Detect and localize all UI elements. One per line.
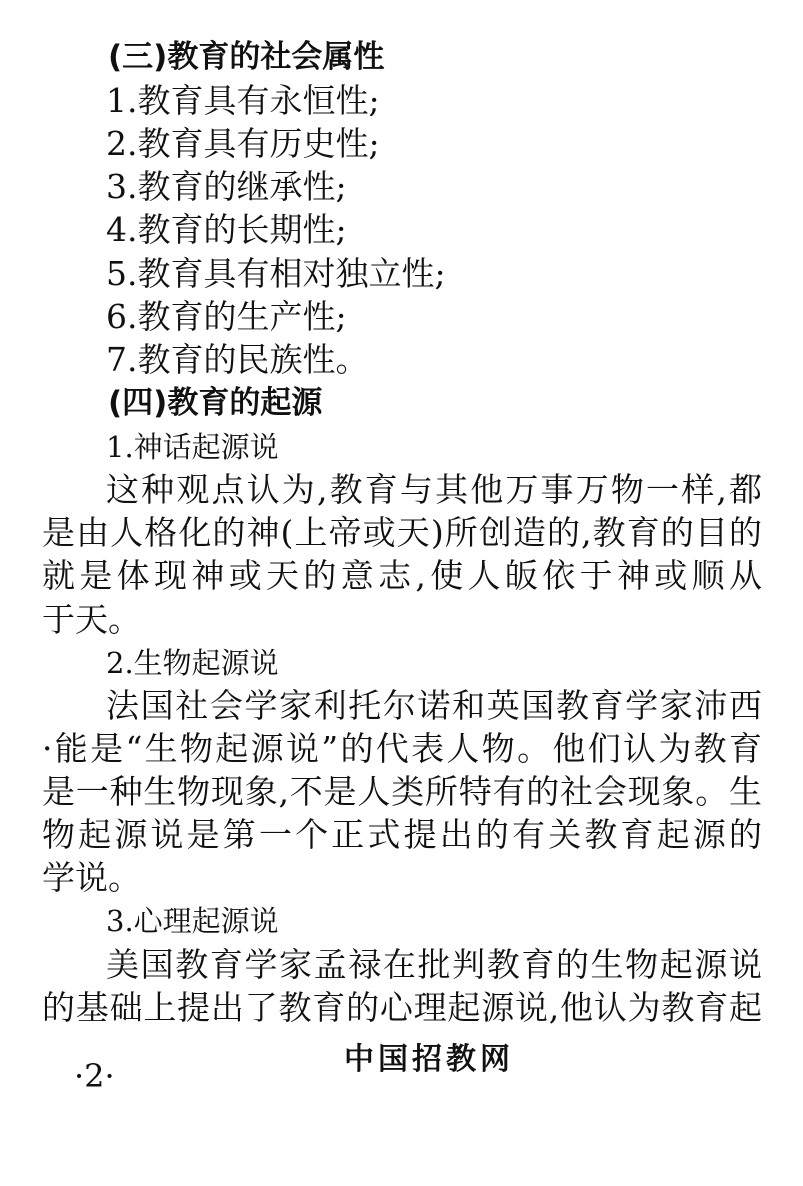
- page-number: ·2·: [74, 1057, 115, 1095]
- subsection-title-myth-origin: 1.神话起源说: [106, 430, 279, 464]
- list-item: 2.教育具有历史性;: [106, 124, 380, 163]
- list-item: 3.教育的继承性;: [106, 167, 347, 206]
- paragraph-line: 于天。: [42, 600, 141, 639]
- subsection-title-psychological-origin: 3.心理起源说: [106, 904, 279, 938]
- section-heading-social-attributes: (三)教育的社会属性: [108, 39, 385, 75]
- paragraph-line: 的基础上提出了教育的心理起源说,他认为教育起: [42, 988, 762, 1027]
- list-item: 7.教育的民族性。: [106, 340, 369, 379]
- list-item: 1.教育具有永恒性;: [106, 81, 380, 120]
- list-item: 5.教育具有相对独立性;: [106, 254, 446, 293]
- subsection-title-biological-origin: 2.生物起源说: [106, 646, 279, 680]
- section-heading-education-origin: (四)教育的起源: [108, 385, 323, 421]
- paragraph-line: 是一种生物现象,不是人类所特有的社会现象。生: [42, 772, 762, 811]
- paragraph-line: 学说。: [42, 858, 141, 897]
- paragraph-line: 法国社会学家利托尔诺和英国教育学家沛西: [106, 686, 762, 725]
- paragraph-line: 是由人格化的神(上帝或天)所创造的,教育的目的: [42, 513, 762, 552]
- paragraph-line: 就是体现神或天的意志,使人皈依于神或顺从: [42, 556, 762, 595]
- list-item: 6.教育的生产性;: [106, 297, 347, 336]
- site-name: 中国招教网: [344, 1042, 514, 1077]
- paragraph-line: 这种观点认为,教育与其他万事万物一样,都: [106, 470, 762, 509]
- paragraph-line: ·能是“生物起源说”的代表人物。他们认为教育: [42, 729, 762, 768]
- paragraph-line: 物起源说是第一个正式提出的有关教育起源的: [42, 815, 762, 854]
- paragraph-line: 美国教育学家孟禄在批判教育的生物起源说: [106, 945, 762, 984]
- list-item: 4.教育的长期性;: [106, 210, 347, 249]
